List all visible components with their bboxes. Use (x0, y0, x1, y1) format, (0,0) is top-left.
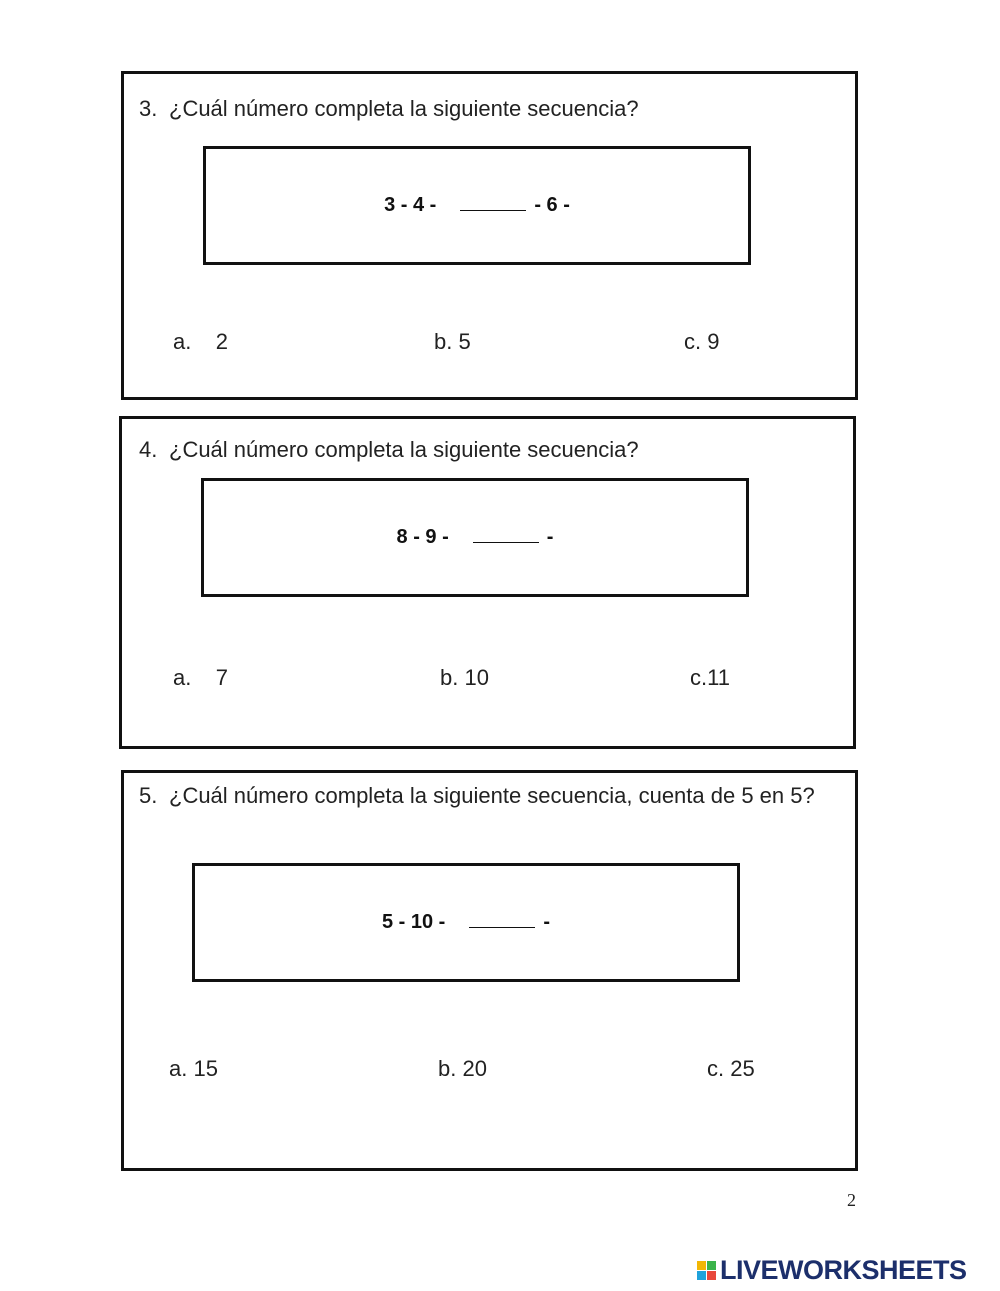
page-number: 2 (847, 1190, 856, 1210)
question-3-sequence (384, 192, 570, 217)
question-4-number: 4. (139, 437, 158, 462)
question-4-sequence-box (201, 478, 749, 597)
sequence-end: - (546, 526, 554, 548)
logo-square-blue (697, 1271, 706, 1280)
question-3-prompt (139, 92, 839, 125)
sequence-start: 8 - 9 - (396, 526, 449, 548)
question-3-box (121, 71, 858, 400)
question-4-option-b[interactable]: b. 10 (440, 665, 489, 690)
question-5-prompt (139, 779, 854, 812)
question-4-prompt (139, 433, 839, 466)
sequence-end: - (543, 911, 551, 933)
question-3-text: ¿Cuál número completa la siguiente secuencia? (169, 96, 639, 121)
question-3-sequence-box (203, 146, 751, 265)
logo-icon (697, 1261, 716, 1280)
question-5-box (121, 770, 858, 1171)
question-5-text: ¿Cuál número completa la siguiente secuencia, cuenta de 5 en 5? (169, 783, 815, 808)
question-4-sequence (397, 524, 554, 549)
answer-blank[interactable] (460, 192, 526, 211)
sequence-end: - 6 - (534, 194, 570, 216)
question-5-number: 5. (139, 783, 158, 808)
liveworksheets-logo (697, 1255, 967, 1285)
question-3-option-b[interactable]: b. 5 (434, 329, 471, 354)
question-4-text: ¿Cuál número completa la siguiente secuencia? (169, 437, 639, 462)
question-3-option-a[interactable]: a. 2 (173, 329, 229, 354)
question-4-box (119, 416, 856, 749)
question-5-option-a[interactable]: a. 15 (169, 1056, 218, 1081)
question-4-option-c[interactable]: c.11 (690, 665, 730, 690)
logo-square-red (707, 1271, 716, 1280)
question-3-number: 3. (139, 96, 158, 121)
logo-text: LIVEWORKSHEETS (720, 1254, 967, 1285)
logo-square-yellow (697, 1261, 706, 1270)
question-3-option-c[interactable]: c. 9 (684, 329, 720, 354)
logo-square-green (707, 1261, 716, 1270)
question-5-sequence-box (192, 863, 740, 982)
question-5-sequence (382, 909, 550, 934)
answer-blank[interactable] (473, 524, 539, 543)
question-5-option-b[interactable]: b. 20 (438, 1056, 487, 1081)
sequence-start: 5 - 10 - (381, 911, 446, 933)
sequence-start: 3 - 4 - (384, 194, 437, 216)
question-5-option-c[interactable]: c. 25 (707, 1056, 755, 1081)
answer-blank[interactable] (469, 909, 535, 928)
question-4-option-a[interactable]: a. 7 (173, 665, 229, 690)
